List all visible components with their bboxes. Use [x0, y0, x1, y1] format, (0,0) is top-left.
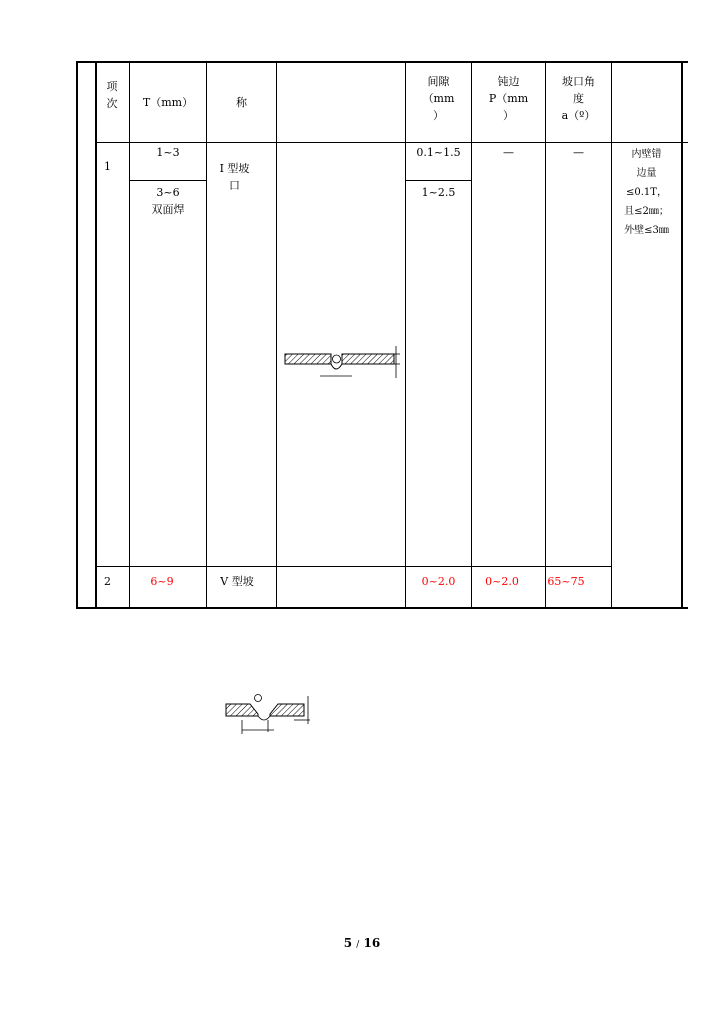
row1-thickness-a: 1~3: [156, 146, 180, 159]
row1-gap-b: 1~2.5: [421, 186, 456, 199]
page-separator: /: [356, 940, 360, 950]
row1-angle: —: [573, 146, 584, 159]
table-border-right: [681, 61, 683, 609]
row2-gap: 0~2.0: [421, 575, 456, 588]
header-thickness: T（mm）: [142, 96, 194, 109]
row2-item: 2: [104, 575, 111, 588]
page-current: 5: [343, 936, 353, 950]
col-line-7: [611, 61, 612, 609]
row2-name: V 型坡: [220, 575, 254, 588]
row1-remark: 内壁错 边量 ≤0.1T， 且≤2㎜； 外壁≤3㎜: [624, 149, 669, 236]
header-divider: [95, 142, 688, 143]
v-groove-diagram: [222, 690, 318, 738]
header-name: 称: [236, 96, 247, 109]
table-border-top: [76, 61, 688, 63]
row1-blunt: —: [503, 146, 514, 159]
table-border-bottom: [76, 607, 688, 609]
header-bevel-angle: 坡口角 度 a（º）: [561, 75, 596, 122]
header-gap: 间隙 （mm ）: [422, 75, 455, 122]
table-border-left-inner: [95, 61, 97, 609]
i-groove-diagram: [280, 338, 404, 388]
thickness-subrow-divider: [129, 180, 206, 181]
gap-subrow-divider: [405, 180, 471, 181]
col-line-2: [206, 61, 207, 609]
page-number: [0, 936, 724, 950]
header-item-no: 项 次: [106, 80, 118, 110]
row2-thickness: 6~9: [150, 575, 174, 588]
row-divider: [95, 566, 611, 567]
row2-angle: 65~75: [547, 575, 585, 588]
row1-name: I 型坡 口: [219, 162, 250, 192]
col-line-3: [276, 61, 277, 609]
row1-gap-a: 0.1~1.5: [416, 146, 461, 159]
row1-thickness-b: 3~6 双面焊: [151, 186, 185, 216]
table-border-left-outer: [76, 61, 78, 609]
page-total: 16: [363, 936, 381, 950]
row1-item: 1: [104, 160, 111, 173]
row2-blunt: 0~2.0: [485, 575, 519, 588]
header-blunt-edge: 钝边 P（mm ）: [488, 75, 529, 122]
